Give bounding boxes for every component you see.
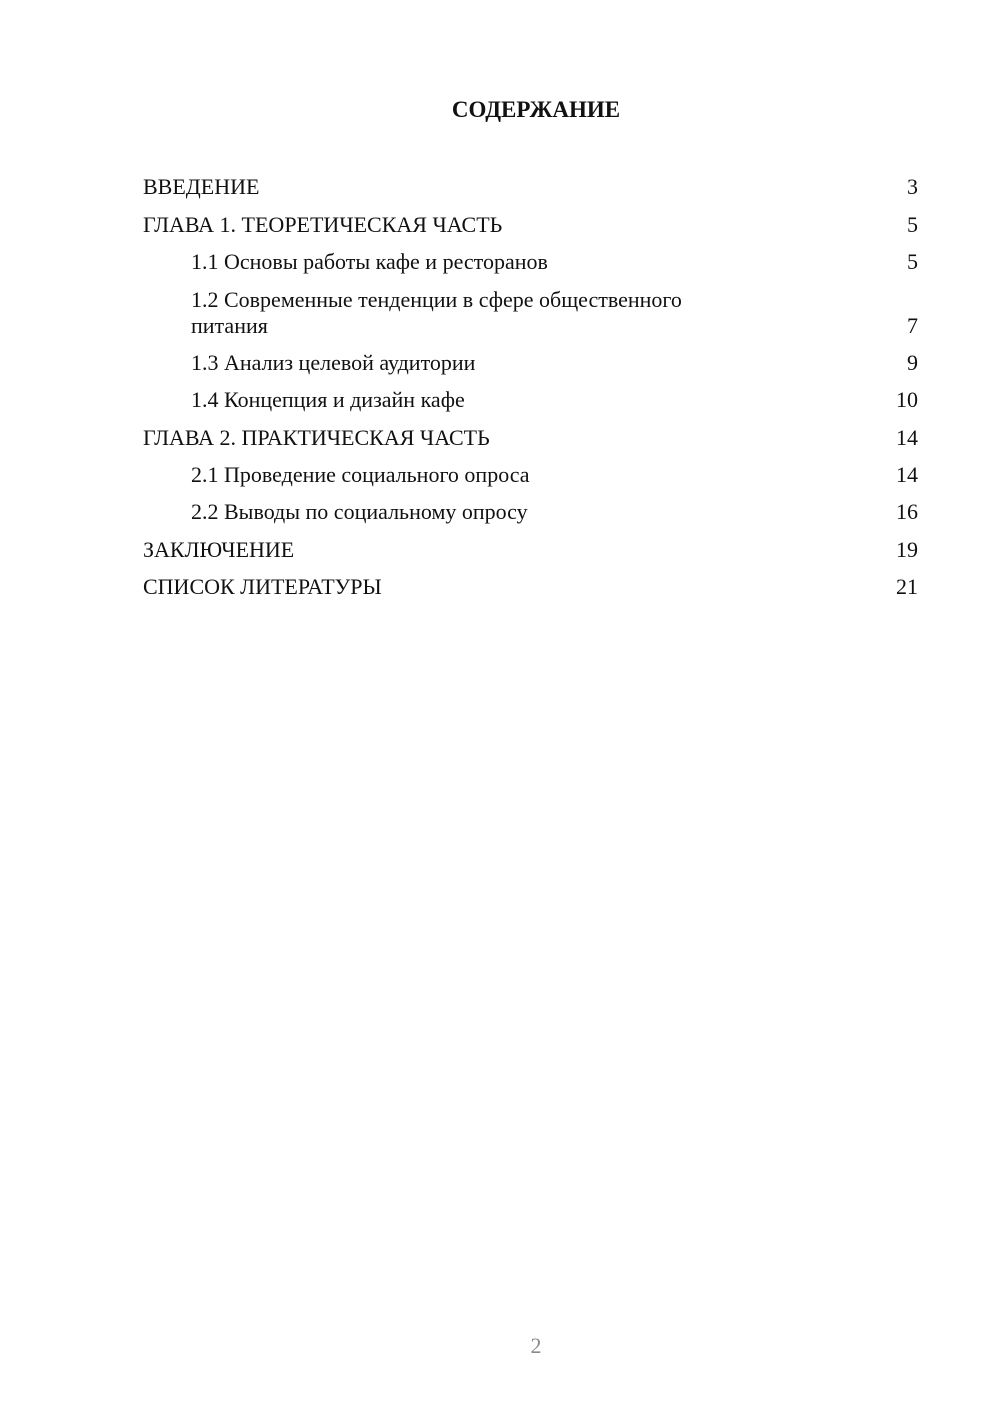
toc-entry-label: 2.1 Проведение социального опроса	[191, 462, 530, 488]
page-number: 2	[530, 1333, 542, 1358]
toc-entry-section-1-1[interactable]	[143, 243, 918, 280]
toc-entry-section-1-3[interactable]	[143, 344, 918, 381]
table-of-contents	[143, 168, 918, 605]
toc-entry-label: ЗАКЛЮЧЕНИЕ	[143, 536, 295, 562]
toc-entry-section-2-1[interactable]	[143, 456, 918, 493]
toc-entry-page: 10	[896, 387, 918, 413]
toc-entry-page: 21	[896, 573, 918, 599]
toc-entry-label: 1.3 Анализ целевой аудитории	[191, 350, 476, 376]
toc-entry-label: 2.2 Выводы по социальному опросу	[191, 499, 528, 525]
toc-entry-label: ВВЕДЕНИЕ	[143, 174, 260, 200]
page-title: СОДЕРЖАНИЕ	[451, 97, 621, 122]
toc-entry-label: СПИСОК ЛИТЕРАТУРЫ	[143, 573, 382, 599]
toc-entry-chapter-2[interactable]	[143, 418, 918, 455]
toc-entry-page: 9	[907, 350, 918, 376]
toc-entry-label: ГЛАВА 1. ТЕОРЕТИЧЕСКАЯ ЧАСТЬ	[143, 211, 503, 237]
toc-entry-page: 5	[907, 211, 918, 237]
toc-entry-section-1-4[interactable]	[143, 381, 918, 418]
toc-entry-page: 7	[907, 312, 918, 338]
toc-entry-label: 1.1 Основы работы кафе и ресторанов	[191, 248, 548, 274]
toc-entry-conclusion[interactable]	[143, 530, 918, 567]
toc-entry-bibliography[interactable]	[143, 568, 918, 605]
toc-entry-page: 3	[907, 174, 918, 200]
toc-entry-page: 14	[896, 424, 918, 450]
toc-entry-section-1-2[interactable]	[143, 280, 918, 344]
toc-entry-page: 16	[896, 499, 918, 525]
toc-entry-label: ГЛАВА 2. ПРАКТИЧЕСКАЯ ЧАСТЬ	[143, 424, 490, 450]
toc-entry-introduction[interactable]	[143, 168, 918, 205]
toc-entry-page: 5	[907, 248, 918, 274]
toc-entry-label: 1.2 Современные тенденции в сфере общественного питания	[191, 286, 682, 338]
toc-entry-chapter-1[interactable]	[143, 205, 918, 242]
toc-entry-label: 1.4 Концепция и дизайн кафе	[191, 387, 465, 413]
toc-entry-page: 14	[896, 462, 918, 488]
toc-entry-section-2-2[interactable]	[143, 493, 918, 530]
toc-entry-page: 19	[896, 536, 918, 562]
